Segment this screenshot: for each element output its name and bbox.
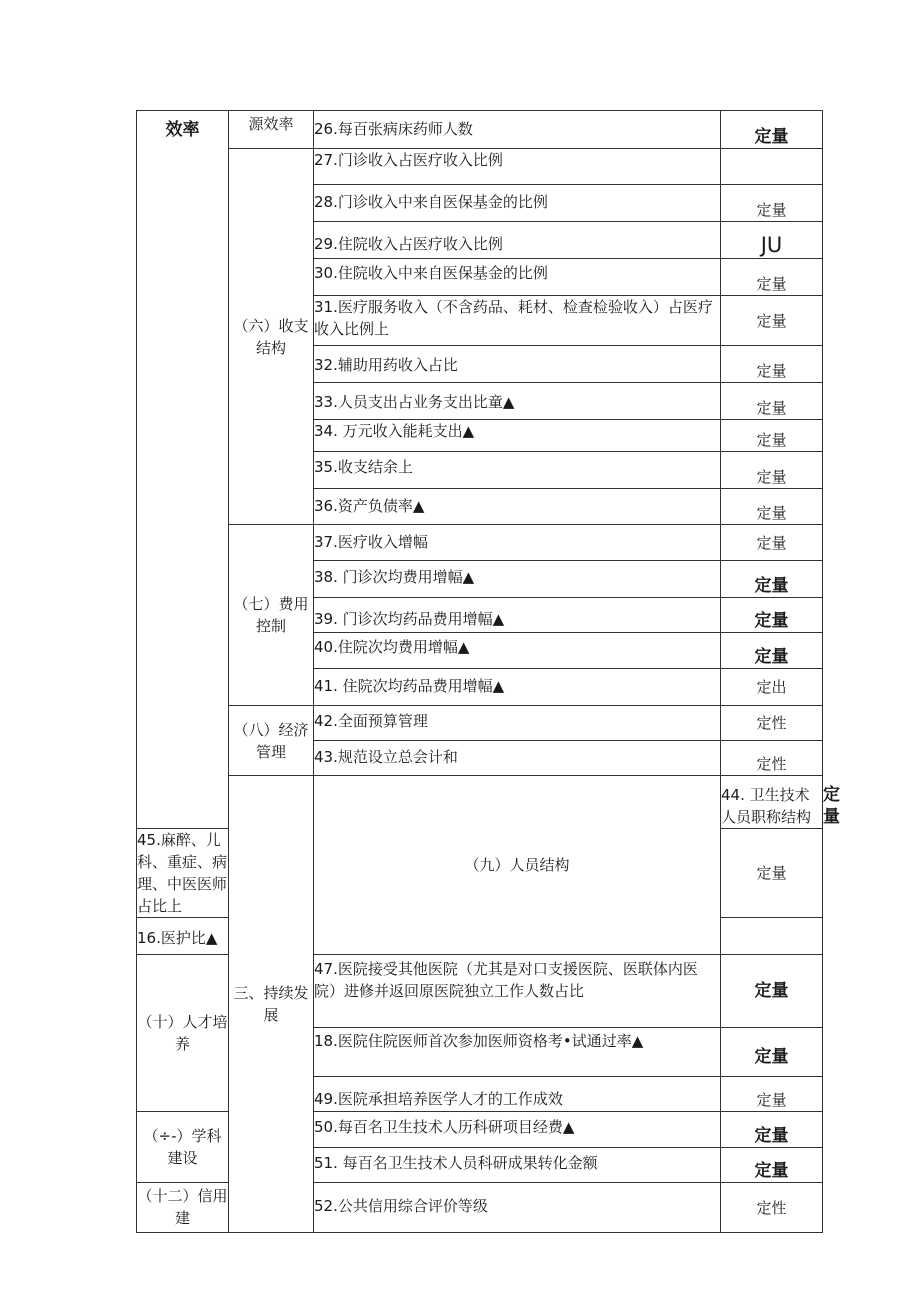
type-text: 定量 <box>754 647 789 667</box>
indicator-cell <box>314 259 721 296</box>
indicator-cell <box>314 633 721 669</box>
indicator-cell <box>314 1077 721 1112</box>
type-cell <box>721 741 823 776</box>
indicator-cell <box>314 561 721 598</box>
indicator-cell <box>314 669 721 706</box>
type-cell <box>721 259 823 296</box>
type-cell <box>721 1148 823 1183</box>
indicator-text: 36.资产负债率▲ <box>314 497 425 515</box>
type-text: 定量 <box>756 431 787 449</box>
indicator-text: 26.每百张病床药师人数 <box>314 120 473 138</box>
type-cell <box>721 1028 823 1077</box>
indicator-text: 37.医疗收入增幅 <box>314 533 428 551</box>
indicator-cell <box>137 829 229 918</box>
sub-category-label: （十）人才培养 <box>137 1013 228 1053</box>
indicator-text: 16.医护比▲ <box>137 929 218 947</box>
indicator-cell <box>314 111 721 149</box>
sub-category-cell <box>314 776 721 955</box>
sub-category-label: （÷-）学科建设 <box>143 1127 222 1167</box>
indicator-cell <box>314 222 721 259</box>
indicator-cell <box>314 185 721 222</box>
sub-category-label: （六）收支结构 <box>233 316 309 357</box>
indicator-text: 31.医疗服务收入（不含药品、耗材、检查检验收入）占医疗收入比例上 <box>314 298 713 338</box>
indicator-cell <box>314 955 721 1028</box>
type-text: 定量 <box>756 362 787 380</box>
type-cell <box>721 955 823 1028</box>
type-cell <box>721 185 823 222</box>
type-cell <box>721 149 823 185</box>
indicator-text: 39. 门诊次均药品费用增幅▲ <box>314 610 505 628</box>
indicator-cell <box>314 149 721 185</box>
sub-category-label: （七）费用控制 <box>233 595 309 635</box>
type-cell <box>721 918 823 955</box>
indicator-text: 40.住院次均费用增幅▲ <box>314 638 470 656</box>
type-text: 定量 <box>756 504 787 522</box>
indicator-text: 52.公共信用综合评价等级 <box>314 1197 488 1215</box>
indicator-cell <box>314 1028 721 1077</box>
indicator-cell <box>314 525 721 561</box>
type-cell <box>721 561 823 598</box>
indicator-cell <box>137 918 229 955</box>
type-text: 定量 <box>756 1091 787 1109</box>
dimension-label: 效率 <box>165 120 200 140</box>
dimension-label: 三、持续发展 <box>233 984 309 1024</box>
sub-category-cell <box>229 525 314 706</box>
sub-category-label: 源效率 <box>248 115 294 133</box>
sub-category-label: （十二）信用建 <box>137 1187 228 1227</box>
table-row <box>137 776 823 829</box>
indicator-text: 45.麻醉、儿科、重症、病理、中医医师占比上 <box>137 831 228 915</box>
indicator-text: 49.医院承担培养医学人才的工作成效 <box>314 1090 563 1108</box>
type-cell <box>721 669 823 706</box>
sub-category-cell <box>137 1183 229 1233</box>
sub-category-cell <box>229 706 314 776</box>
indicator-text: 44. 卫生技术人员职称结构 <box>721 786 812 826</box>
indicator-cell <box>314 1112 721 1148</box>
indicator-text: 18.医院住院医师首次参加医师资格考•试通过率▲ <box>314 1032 644 1050</box>
indicator-cell <box>314 1148 721 1183</box>
sub-category-cell <box>137 955 229 1112</box>
type-cell <box>721 829 823 918</box>
type-cell <box>721 633 823 669</box>
table-row <box>137 525 823 561</box>
indicator-text: 51. 每百名卫生技术人员科研成果转化金额 <box>314 1154 598 1172</box>
type-cell <box>721 383 823 420</box>
sub-category-cell <box>229 111 314 149</box>
indicator-text: 29.住院收入占医疗收入比例 <box>314 235 503 253</box>
indicator-cell <box>314 598 721 633</box>
type-cell <box>721 111 823 149</box>
indicator-text: 32.辅助用药收入占比 <box>314 356 458 374</box>
type-text: 定量 <box>754 1126 789 1146</box>
type-text: 定量 <box>756 533 787 552</box>
indicator-text: 43.规范设立总会计和 <box>314 748 458 766</box>
type-cell <box>721 706 823 741</box>
indicator-text: 30.住院收入中来自医保基金的比例 <box>314 264 548 282</box>
sub-category-cell <box>137 1112 229 1183</box>
indicator-table <box>136 110 840 1233</box>
indicator-text: 27.门诊收入占医疗收入比例 <box>314 151 503 169</box>
indicator-cell <box>314 296 721 346</box>
type-cell <box>721 1112 823 1148</box>
type-cell <box>721 222 823 259</box>
indicator-cell <box>721 776 823 829</box>
indicator-text: 41. 住院次均药品费用增幅▲ <box>314 677 505 695</box>
table-row <box>137 149 823 185</box>
table-row <box>137 111 823 149</box>
indicator-text: 50.每百名卫生技术人历科研项目经费▲ <box>314 1118 575 1136</box>
indicator-cell <box>314 741 721 776</box>
type-text: 定性 <box>756 1198 787 1217</box>
table-row <box>137 706 823 741</box>
type-cell <box>721 525 823 561</box>
type-text: 定量 <box>756 201 787 219</box>
sub-category-cell <box>229 149 314 525</box>
type-text: 定量 <box>823 785 840 827</box>
type-text: 定量 <box>756 275 787 293</box>
type-cell <box>721 489 823 525</box>
type-cell <box>721 346 823 383</box>
type-text: 定量 <box>754 1047 789 1067</box>
sub-category-label: （八）经济管理 <box>233 720 309 761</box>
type-text: 定量 <box>754 1161 789 1181</box>
indicator-cell <box>314 1183 721 1233</box>
indicator-cell <box>314 489 721 525</box>
type-text: 定量 <box>754 981 789 1001</box>
type-cell <box>721 1183 823 1233</box>
type-text: 定性 <box>756 714 787 732</box>
indicator-text: 28.门诊收入中来自医保基金的比例 <box>314 193 548 211</box>
indicator-cell <box>314 383 721 420</box>
indicator-text: 47.医院接受其他医院（尤其是对口支援医院、医联体内医院）进修并返回原医院独立工作人数占比 <box>314 960 698 1000</box>
type-text: 定量 <box>756 399 787 417</box>
type-text: 定性 <box>756 755 787 773</box>
indicator-text: 35.收支结余上 <box>314 458 413 476</box>
type-cell <box>721 452 823 489</box>
indicator-cell <box>314 346 721 383</box>
sub-category-label: （九）人员结构 <box>464 856 570 874</box>
type-cell <box>721 296 823 346</box>
indicator-text: 33.人员支出占业务支出比童▲ <box>314 393 515 411</box>
type-cell <box>721 598 823 633</box>
type-cell <box>721 420 823 452</box>
type-text: 定量 <box>756 864 787 882</box>
type-text: 定量 <box>754 127 789 147</box>
type-text: 定量 <box>756 468 787 486</box>
indicator-cell <box>314 452 721 489</box>
dimension-cell <box>137 111 229 829</box>
type-text: 定出 <box>756 678 787 696</box>
indicator-text: 38. 门诊次均费用增幅▲ <box>314 568 475 586</box>
indicator-cell <box>314 706 721 741</box>
type-text: 定量 <box>756 311 787 330</box>
indicator-text: 34. 万元收入能耗支出▲ <box>314 422 475 440</box>
type-cell <box>721 1077 823 1112</box>
type-text: 定量 <box>754 611 789 631</box>
indicator-cell <box>314 420 721 452</box>
type-text: 定量 <box>754 576 789 596</box>
indicator-text: 42.全面预算管理 <box>314 712 428 730</box>
dimension-cell <box>229 776 314 1233</box>
type-text: JU <box>760 233 783 257</box>
